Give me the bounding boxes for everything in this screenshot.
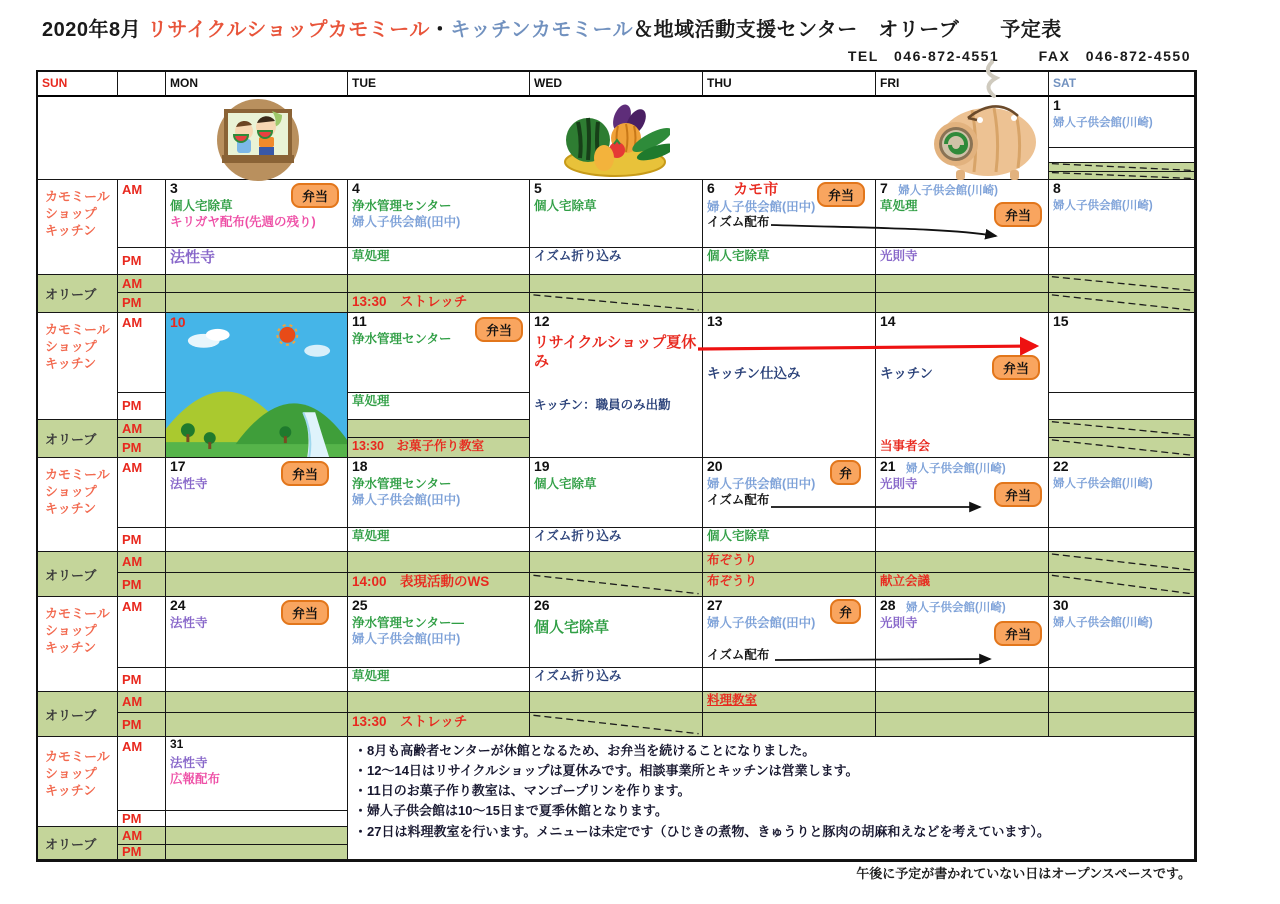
closed-hatch [1049, 552, 1194, 572]
cell-aug24-olive-pm [166, 713, 348, 737]
label-line: ショップ [45, 483, 97, 499]
cell-aug30-am [1049, 597, 1195, 668]
cell-aug3-pm [166, 248, 348, 275]
cell-aug31-pm [166, 811, 348, 827]
day-number: 20 [707, 458, 723, 474]
cell-aug18-am [348, 458, 530, 528]
row-label-shop [38, 180, 118, 275]
title-rest: ＆地域活動支援センター オリーブ 予定表 [633, 19, 1062, 41]
cell-aug20-olive-am [703, 552, 876, 573]
header-sun: SUN [38, 72, 118, 97]
event-text: 14:00 表現活動のWS [352, 574, 490, 589]
olive-pm-label: PM [118, 713, 166, 737]
cell-aug4-am [348, 180, 530, 248]
cell-aug25-olive-am [348, 692, 530, 713]
cell-aug31-olive-am [166, 827, 348, 845]
header-thu: THU [703, 72, 876, 97]
event-text: 法性寺 [170, 477, 208, 491]
day-number: 7 [880, 180, 888, 196]
cell-aug26-olive-pm [530, 713, 703, 737]
event-text: 婦人子供会館(田中) [707, 477, 816, 491]
event-text: 法性寺 [170, 756, 208, 770]
cell-aug4-olive-pm [348, 293, 530, 313]
cell-aug4-pm [348, 248, 530, 275]
bento-badge: 弁当 [992, 355, 1040, 380]
cell-aug5-olive-pm [530, 293, 703, 313]
event-text: イズム折り込み [534, 249, 622, 263]
event-text: 13:30 ストレッチ [352, 714, 468, 729]
cell-aug7-am [876, 180, 1049, 248]
label-line: ショップ [45, 205, 97, 221]
cell-aug20-am [703, 458, 876, 528]
cell-aug19-am [530, 458, 703, 528]
event-text: 婦人子供会館(田中) [707, 616, 816, 630]
event-text: 個人宅除草 [534, 199, 597, 213]
cell-aug17-pm [166, 528, 348, 552]
am-label: AM [118, 458, 166, 528]
header-blank [118, 72, 166, 97]
cell-aug8-am [1049, 180, 1195, 248]
day-number: 14 [880, 313, 896, 329]
am-label: AM [118, 597, 166, 668]
cell-aug8-pm [1049, 248, 1195, 275]
header-mon: MON [166, 72, 348, 97]
olive-am-label: AM [118, 552, 166, 573]
cell-aug7-olive-am [876, 275, 1049, 293]
cell-aug28-pm [876, 668, 1049, 692]
closed-hatch [1049, 293, 1194, 312]
pm-label: PM [118, 393, 166, 420]
cell-aug27-olive-am [703, 692, 876, 713]
cell-aug25-olive-pm [348, 713, 530, 737]
closed-hatch [1049, 573, 1194, 596]
header-wed: WED [530, 72, 703, 97]
event-text: 婦人子供会館(川崎) [1053, 200, 1153, 212]
cell-aug15-pm [1049, 393, 1195, 420]
event-text: 草処理 [352, 669, 390, 683]
row-label-olive: オリーブ [38, 827, 118, 860]
event-text: 浄水管理センター [352, 477, 452, 491]
contact-line [36, 46, 1191, 66]
cell-aug7-olive-pm [876, 293, 1049, 313]
cell-aug4-olive-am [348, 275, 530, 293]
day-number: 25 [352, 597, 368, 613]
day-number: 21 [880, 458, 896, 474]
label-line: カモミール [45, 749, 110, 764]
olive-am-label: AM [118, 275, 166, 293]
pm-label: PM [118, 248, 166, 275]
cell-aug24-olive-am [166, 692, 348, 713]
event-text: 光則寺 [880, 616, 918, 630]
event-text: イズム折り込み [534, 669, 622, 683]
event-text: 婦人子供会館(田中) [352, 214, 461, 229]
label-line: キッチン [45, 355, 97, 371]
cell-aug18-olive-am [348, 552, 530, 573]
cell-aug25-pm [348, 668, 530, 692]
note-line: ・27日は料理教室を行います。メニューは未定です（ひじきの煮物、きゅうりと豚肉の胡麻和えなどを考えています）。 [354, 823, 1050, 839]
cell-aug15-am [1049, 313, 1195, 393]
day-number: 26 [534, 597, 550, 613]
cell-aug6-am [703, 180, 876, 248]
cell-aug18-olive-pm [348, 573, 530, 597]
title-dot: ・ [429, 19, 451, 41]
cell-aug19-pm [530, 528, 703, 552]
day-number: 4 [352, 180, 360, 196]
bento-badge: 弁当 [291, 183, 339, 208]
cell-aug14 [876, 313, 1049, 458]
closed-hatch [1049, 172, 1194, 179]
day-number: 10 [170, 314, 186, 330]
label-line: ショップ [45, 338, 97, 354]
cell-aug26-am [530, 597, 703, 668]
day-number: 18 [352, 458, 368, 474]
event-text: イズム配布 [707, 647, 770, 662]
cell-aug17-olive-am [166, 552, 348, 573]
cell-aug17-olive-pm [166, 573, 348, 597]
am-label: AM [118, 180, 166, 248]
note-line: ・12～14日はリサイクルショップは夏休みです。相談事業所とキッチンは営業します。 [354, 763, 859, 779]
note-line: ・11日のお菓子作り教室は、マンゴープリンを作ります。 [354, 783, 691, 799]
closed-hatch [1049, 420, 1194, 437]
notes-box [348, 737, 1195, 860]
cell-aug25-am [348, 597, 530, 668]
cell-aug30-olive-pm [1049, 713, 1195, 737]
closed-hatch [530, 573, 702, 596]
pm-label: PM [118, 811, 166, 827]
event-text: 婦人子供会館(川崎) [1053, 117, 1153, 129]
cell-aug27-pm [703, 668, 876, 692]
event-text: リサイクルショップ夏休み [534, 334, 697, 370]
row-label-olive: オリーブ [38, 275, 118, 313]
event-text: 個人宅除草 [707, 249, 770, 263]
week1-illustration-strip [38, 97, 1049, 180]
bento-badge: 弁当 [281, 461, 329, 486]
cell-aug21-am [876, 458, 1049, 528]
day-number: 3 [170, 180, 178, 196]
cell-aug13 [703, 313, 876, 458]
event-text: 布ぞうり [707, 553, 758, 567]
cell-aug28-am [876, 597, 1049, 668]
event-text: 献立会議 [880, 574, 931, 588]
label-line: キッチン [45, 639, 97, 655]
cell-aug3-olive-pm [166, 293, 348, 313]
cell-aug19-olive-pm [530, 573, 703, 597]
event-text: 草処理 [352, 249, 390, 263]
label-line: キッチン [45, 500, 97, 516]
day-number: 1 [1053, 97, 1061, 113]
olive-pm-label: PM [118, 293, 166, 313]
bento-badge: 弁当 [994, 621, 1042, 646]
day-number: 13 [707, 313, 723, 329]
title-kitchen: キッチンカモミール [450, 19, 634, 41]
cell-aug6-olive-am [703, 275, 876, 293]
day-number: 22 [1053, 458, 1069, 474]
closed-hatch [1049, 275, 1194, 292]
cell-aug27-am [703, 597, 876, 668]
event-text: 13:30 お菓子作り教室 [352, 439, 484, 453]
event-text: 婦人子供会館(川崎) [1053, 478, 1153, 490]
tel-number: TEL 046-872-4551 [847, 48, 1000, 64]
closed-hatch [530, 713, 702, 736]
label-line: キッチン [45, 222, 97, 238]
day-number: 5 [534, 180, 542, 196]
cell-aug22-am [1049, 458, 1195, 528]
am-label: AM [118, 313, 166, 393]
event-text: 光則寺 [880, 249, 918, 263]
cell-aug7-pm [876, 248, 1049, 275]
row-label-shop [38, 458, 118, 552]
event-text: イズム配布 [707, 492, 770, 507]
row-label-shop [38, 597, 118, 692]
label-line: ショップ [45, 765, 97, 781]
header-tue: TUE [348, 72, 530, 97]
label-line: カモミール [45, 606, 110, 621]
olive-am-label: AM [118, 692, 166, 713]
event-text: 婦人子供会館(田中) [352, 631, 461, 646]
cell-aug1-olive-pm [1049, 172, 1195, 180]
cell-aug5-am [530, 180, 703, 248]
cell-aug30-pm [1049, 668, 1195, 692]
bento-badge: 弁 [830, 599, 861, 624]
cell-aug8-olive-pm [1049, 293, 1195, 313]
event-text: 婦人子供会館(田中) [352, 492, 461, 507]
page-title [42, 13, 1062, 42]
title-recycle-shop: リサイクルショップカモミール [147, 19, 430, 41]
cell-aug21-pm [876, 528, 1049, 552]
event-text: 布ぞうり [707, 574, 758, 588]
olive-pm-label: PM [118, 845, 166, 860]
header-sat: SAT [1049, 72, 1195, 97]
event-text: キリガヤ配布(先週の残り) [170, 214, 316, 229]
cell-aug30-olive-am [1049, 692, 1195, 713]
cell-aug17-am [166, 458, 348, 528]
cell-aug10-mountain-day [166, 313, 348, 458]
cell-aug12 [530, 313, 703, 458]
event-text: 草処理 [352, 529, 390, 543]
row-label-olive: オリーブ [38, 692, 118, 737]
note-line: ・8月も高齢者センターが休館となるため、お弁当を続けることになりました。 [354, 743, 816, 758]
event-text: 婦人子供会館(川崎) [898, 185, 998, 197]
event-text: 婦人子供会館(田中) [707, 199, 816, 214]
day-number: 17 [170, 458, 186, 474]
row-label-olive: オリーブ [38, 420, 118, 458]
event-text: キッチン：職員のみ出勤 [534, 397, 671, 412]
cell-aug6-olive-pm [703, 293, 876, 313]
cell-aug1-pm [1049, 148, 1195, 163]
event-text: キッチン仕込み [707, 366, 801, 381]
cell-aug19-olive-am [530, 552, 703, 573]
cell-aug8-olive-am [1049, 275, 1195, 293]
day-number: 19 [534, 458, 550, 474]
cell-aug24-am [166, 597, 348, 668]
bento-badge: 弁 [830, 460, 861, 485]
event-text: 婦人子供会館(川崎) [906, 463, 1006, 475]
label-line: カモミール [45, 322, 110, 337]
event-text: イズム配布 [707, 215, 770, 230]
pm-label: PM [118, 528, 166, 552]
event-text: 当事者会 [880, 439, 931, 454]
event-text: 法性寺 [170, 616, 208, 630]
cell-aug1-olive-am [1049, 163, 1195, 172]
event-text: 浄水管理センター [352, 199, 452, 213]
event-text: 個人宅除草 [170, 199, 233, 213]
cell-aug28-olive-am [876, 692, 1049, 713]
label-line: カモミール [45, 467, 110, 482]
bento-badge: 弁当 [475, 317, 523, 342]
event-text: 料理教室 [707, 693, 758, 707]
day-number: 6 [707, 180, 715, 196]
am-label: AM [118, 737, 166, 811]
label-line: キッチン [45, 782, 97, 798]
cell-aug3-olive-am [166, 275, 348, 293]
fax-number: FAX 046-872-4550 [1038, 48, 1191, 64]
mountain-illustration [166, 313, 347, 457]
title-yearmonth: 2020年8月 [42, 19, 142, 41]
closed-hatch [1049, 163, 1194, 171]
header-fri: FRI [876, 72, 1049, 97]
olive-pm-label: PM [118, 573, 166, 597]
cell-aug28-olive-pm [876, 713, 1049, 737]
event-text: 浄水管理センター― [352, 616, 465, 630]
cell-aug21-olive-am [876, 552, 1049, 573]
cell-aug1 [1049, 97, 1195, 148]
row-label-shop [38, 313, 118, 420]
event-text: 浄水管理センター [352, 332, 452, 346]
event-text: 広報配布 [170, 771, 221, 786]
olive-am-label: AM [118, 420, 166, 438]
event-text: 婦人子供会館(川崎) [906, 602, 1006, 614]
olive-pm-label: PM [118, 438, 166, 458]
bento-badge: 弁当 [994, 202, 1042, 227]
day-number: 15 [1053, 313, 1069, 329]
cell-aug15-olive-am [1049, 420, 1195, 438]
cell-aug20-pm [703, 528, 876, 552]
cell-aug15-olive-pm [1049, 438, 1195, 458]
day-number: 8 [1053, 180, 1061, 196]
cell-aug18-pm [348, 528, 530, 552]
cell-aug11-pm [348, 393, 530, 420]
event-text: キッチン [880, 366, 934, 381]
event-text: 法性寺 [170, 249, 216, 266]
bento-badge: 弁当 [281, 600, 329, 625]
cell-aug5-pm [530, 248, 703, 275]
closed-hatch [1049, 438, 1194, 457]
bento-badge: 弁当 [817, 182, 865, 207]
row-label-olive: オリーブ [38, 552, 118, 597]
cell-aug22-olive-am [1049, 552, 1195, 573]
event-text: 13:30 ストレッチ [352, 294, 468, 309]
day-number: 24 [170, 597, 186, 613]
label-line: ショップ [45, 622, 97, 638]
cell-aug24-pm [166, 668, 348, 692]
cell-aug31-am [166, 737, 348, 811]
event-text: 個人宅除草 [534, 477, 597, 491]
day-number: 11 [352, 313, 367, 329]
event-text: カモ市 [733, 181, 779, 198]
pm-label: PM [118, 668, 166, 692]
cell-aug11-olive-am [348, 420, 530, 438]
cell-aug5-olive-am [530, 275, 703, 293]
cell-aug26-pm [530, 668, 703, 692]
cell-aug22-olive-pm [1049, 573, 1195, 597]
schedule-table [36, 70, 1197, 862]
label-line: カモミール [45, 189, 110, 204]
event-text: イズム折り込み [534, 529, 622, 543]
cell-aug22-pm [1049, 528, 1195, 552]
event-text: 個人宅除草 [707, 529, 770, 543]
cell-aug20-olive-pm [703, 573, 876, 597]
row-label-shop [38, 737, 118, 827]
cell-aug6-pm [703, 248, 876, 275]
cell-aug26-olive-am [530, 692, 703, 713]
cell-aug11-am [348, 313, 530, 393]
day-number: 31 [170, 737, 184, 751]
event-text: 婦人子供会館(川崎) [1053, 617, 1153, 629]
event-text: 草処理 [352, 394, 390, 408]
olive-am-label: AM [118, 827, 166, 845]
bento-badge: 弁当 [994, 482, 1042, 507]
cell-aug31-olive-pm [166, 845, 348, 860]
note-line: ・婦人子供会館は10～15日まで夏季休館となります。 [354, 803, 668, 819]
cell-aug21-olive-pm [876, 573, 1049, 597]
day-number: 12 [534, 313, 550, 329]
footer-note: 午後に予定が書かれていない日はオープンスペースです。 [856, 866, 1191, 881]
day-number: 30 [1053, 597, 1069, 613]
event-text: 光則寺 [880, 477, 918, 491]
day-number: 28 [880, 597, 896, 613]
event-text: 草処理 [880, 199, 918, 213]
closed-hatch [530, 293, 702, 312]
day-number: 27 [707, 597, 723, 613]
cell-aug27-olive-pm [703, 713, 876, 737]
cell-aug3-am [166, 180, 348, 248]
cell-aug11-olive-pm [348, 438, 530, 458]
event-text: 個人宅除草 [534, 619, 610, 636]
